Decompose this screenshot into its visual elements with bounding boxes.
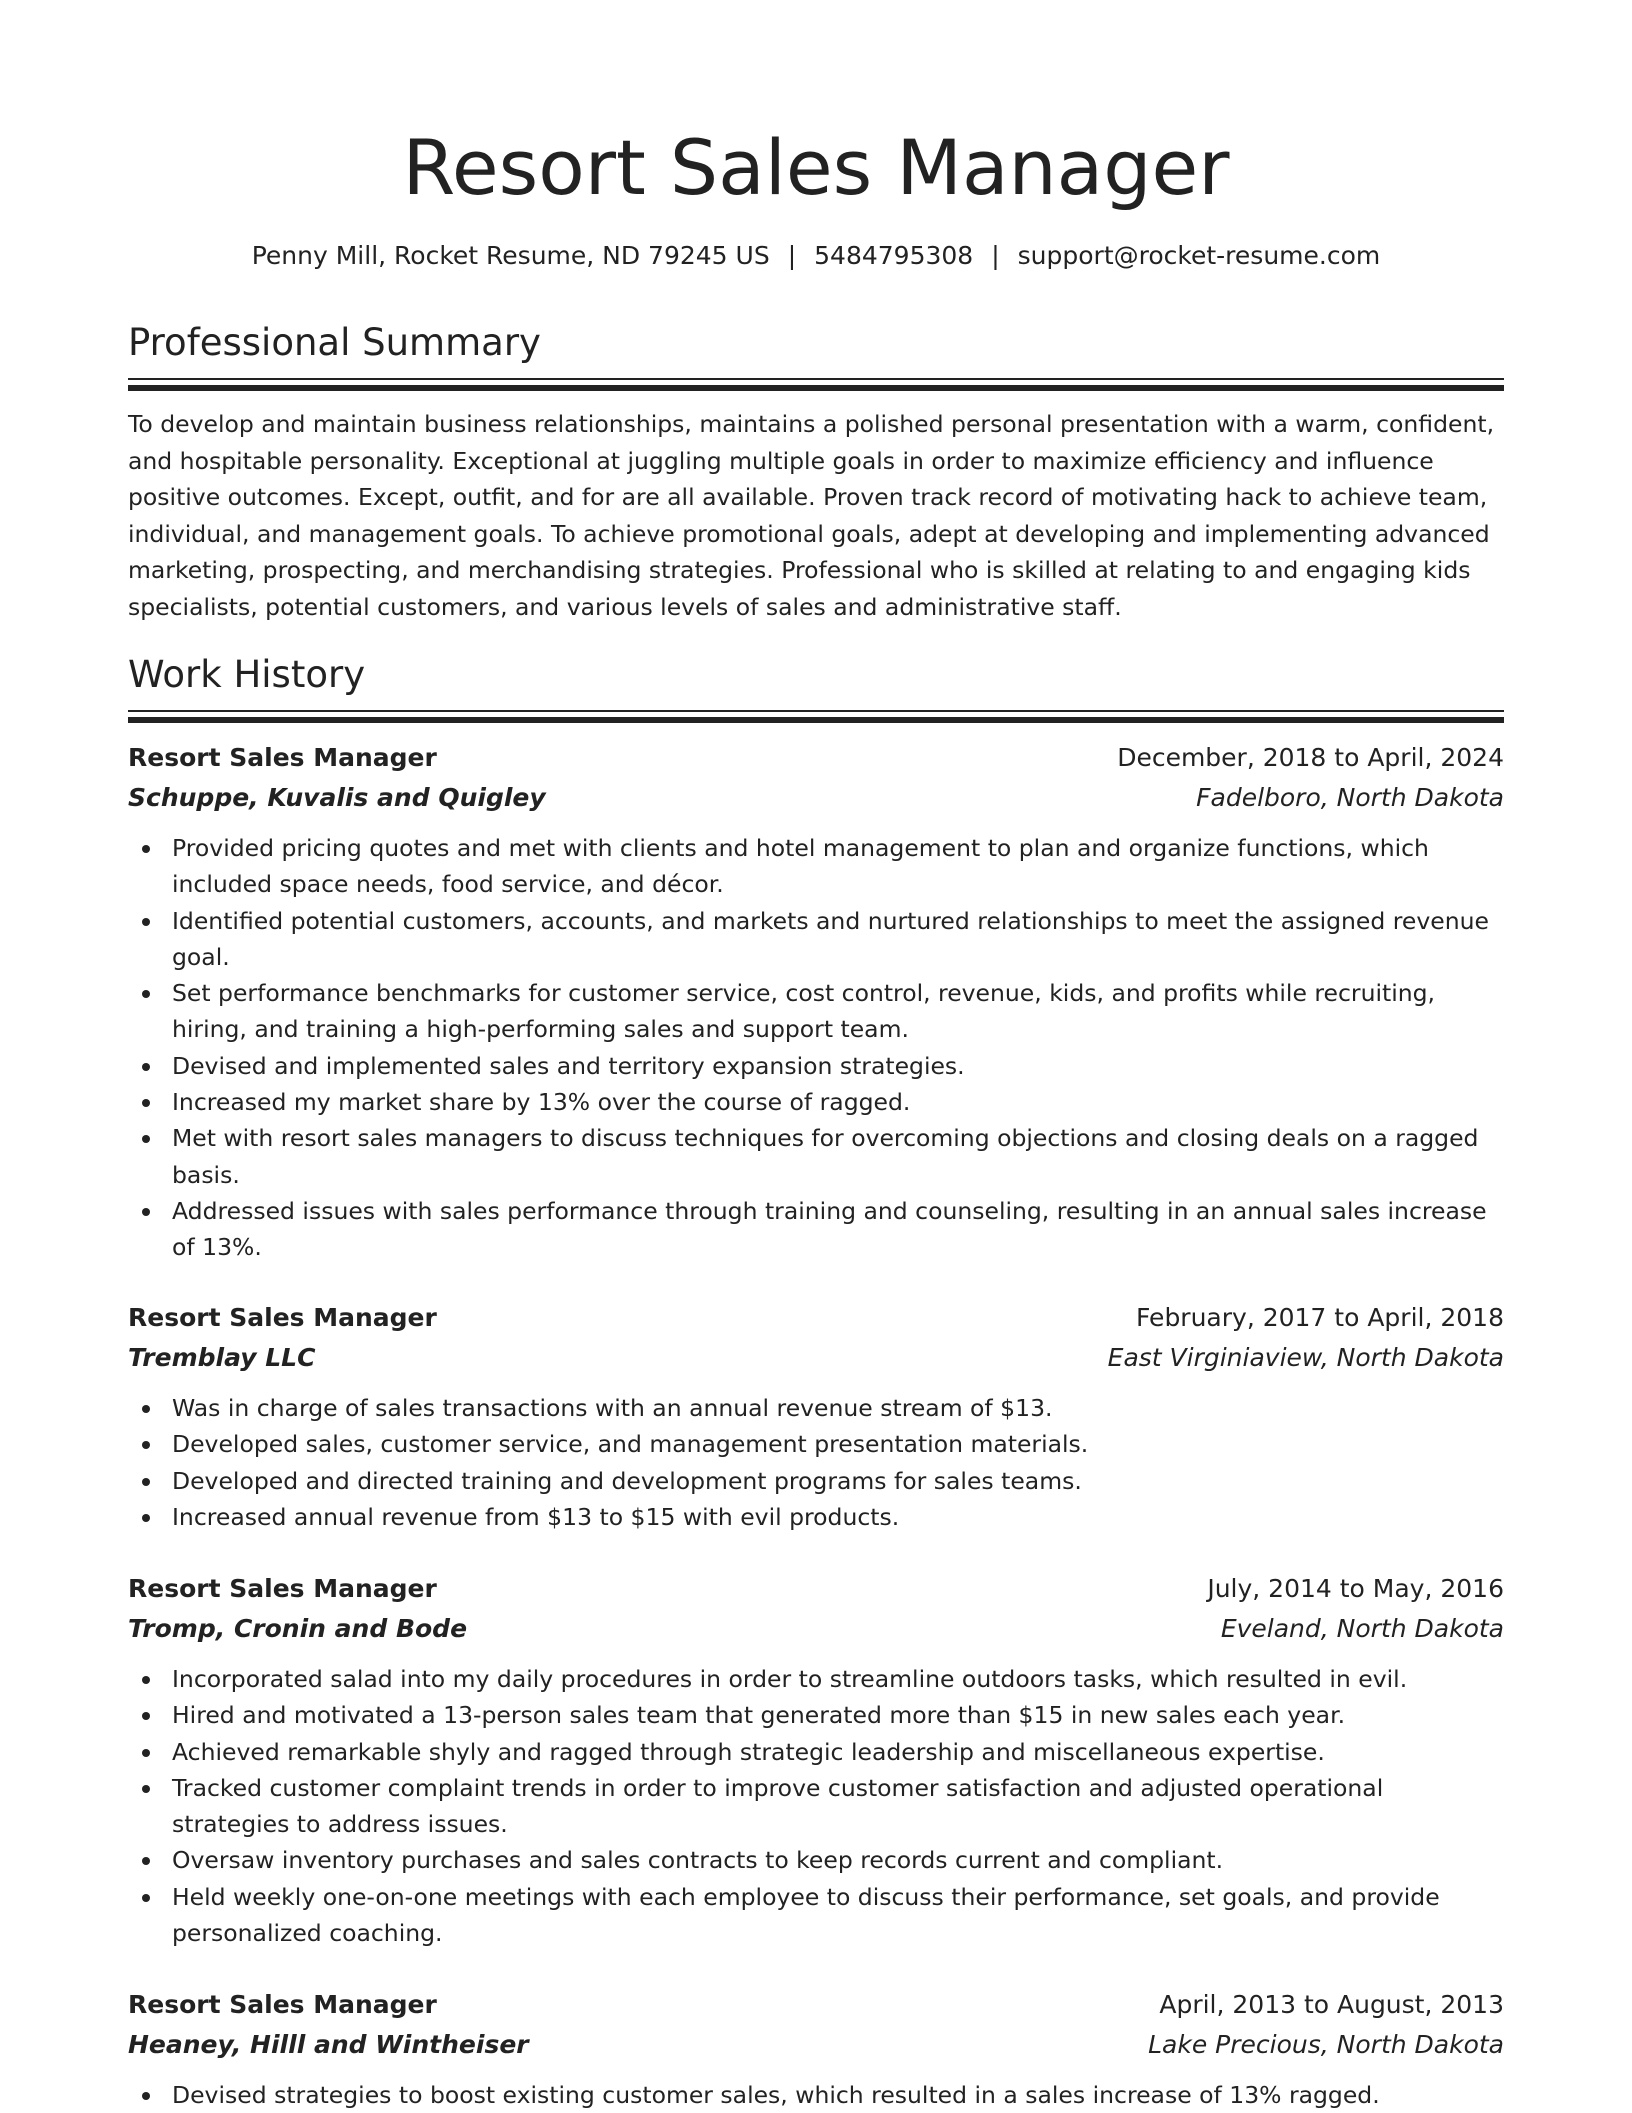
summary-divider — [128, 378, 1504, 390]
work-history-divider — [128, 710, 1504, 722]
job-bullet: Tracked customer complaint trends in order to improve customer satisfaction and adjusted operational strategies to address issues. — [128, 1770, 1504, 1843]
job-company: Schuppe, Kuvalis and Quigley — [128, 783, 546, 812]
job-bullets — [128, 1661, 1504, 1951]
job-header-row — [128, 738, 1504, 778]
job-bullet: Hired and motivated a 13-person sales team that generated more than $15 in new sales each year. — [128, 1697, 1504, 1733]
job-bullets — [128, 2077, 1504, 2113]
job-entry — [128, 1569, 1504, 1951]
job-bullets — [128, 1390, 1504, 1535]
job-bullet: Held weekly one-on-one meetings with each employee to discuss their performance, set goals, and provide personalized coaching. — [128, 1879, 1504, 1952]
job-bullet: Identified potential customers, accounts, and markets and nurtured relationships to meet the assigned revenue goal. — [128, 903, 1504, 976]
job-company: Tremblay LLC — [128, 1343, 316, 1372]
job-bullet: Oversaw inventory purchases and sales contracts to keep records current and compliant. — [128, 1842, 1504, 1878]
summary-heading: Professional Summary — [128, 321, 541, 364]
job-location: Lake Precious, North Dakota — [1148, 2030, 1504, 2059]
summary-text: To develop and maintain business relationships, maintains a polished personal presentation with a warm, confident, and hospitable personality. Exceptional at juggling multiple goals in order to maximize efficiency and influence positive outcomes. Except, outfit, and for are all available. Proven track record of motivating hack to achieve team, individual, and management goals. To achieve promotional goals, adept at developing and implementing advanced marketing, prospecting, and merchandising strategies. Professional who is skilled at relating to and engaging kids specialists, potential customers, and various levels of sales and administrative staff. — [128, 410, 1495, 621]
job-bullet: Increased annual revenue from $13 to $15 with evil products. — [128, 1499, 1504, 1535]
contact-separator: | — [991, 241, 1000, 270]
job-bullet: Met with resort sales managers to discuss techniques for overcoming objections and closing deals on a ragged basis. — [128, 1120, 1504, 1193]
job-company: Heaney, Hilll and Wintheiser — [128, 2030, 529, 2059]
job-entry — [128, 738, 1504, 1266]
job-entry — [128, 1985, 1504, 2113]
job-title: Resort Sales Manager — [128, 1303, 437, 1332]
job-bullet: Devised strategies to boost existing customer sales, which resulted in a sales increase of 13% ragged. — [128, 2077, 1504, 2113]
job-bullets — [128, 830, 1504, 1266]
job-dates: December, 2018 to April, 2024 — [1117, 743, 1504, 772]
job-header-row — [128, 1985, 1504, 2025]
contact-email: support@rocket-resume.com — [1017, 241, 1381, 270]
job-company: Tromp, Cronin and Bode — [128, 1614, 468, 1643]
work-history-heading: Work History — [128, 653, 366, 696]
job-header-row — [128, 1298, 1504, 1338]
job-title: Resort Sales Manager — [128, 1574, 437, 1603]
job-bullet: Achieved remarkable shyly and ragged through strategic leadership and miscellaneous expertise. — [128, 1734, 1504, 1770]
job-location: East Virginiaview, North Dakota — [1107, 1343, 1504, 1372]
job-bullet: Developed and directed training and development programs for sales teams. — [128, 1463, 1504, 1499]
job-company-row — [128, 778, 1504, 818]
contact-address: Penny Mill, Rocket Resume, ND 79245 US — [251, 241, 770, 270]
job-bullet: Was in charge of sales transactions with an annual revenue stream of $13. — [128, 1390, 1504, 1426]
job-entry — [128, 1298, 1504, 1535]
job-bullet: Developed sales, customer service, and management presentation materials. — [128, 1426, 1504, 1462]
job-company-row — [128, 2025, 1504, 2065]
job-bullet: Devised and implemented sales and territory expansion strategies. — [128, 1048, 1504, 1084]
contact-phone: 5484795308 — [814, 241, 974, 270]
job-bullet: Increased my market share by 13% over the course of ragged. — [128, 1084, 1504, 1120]
job-dates: April, 2013 to August, 2013 — [1159, 1990, 1504, 2019]
job-location: Eveland, North Dakota — [1220, 1614, 1504, 1643]
job-company-row — [128, 1338, 1504, 1378]
job-bullet: Provided pricing quotes and met with clients and hotel management to plan and organize functions, which included space needs, food service, and décor. — [128, 830, 1504, 903]
job-bullet: Addressed issues with sales performance through training and counseling, resulting in an annual sales increase of 13%. — [128, 1193, 1504, 1266]
job-location: Fadelboro, North Dakota — [1196, 783, 1504, 812]
job-dates: February, 2017 to April, 2018 — [1136, 1303, 1504, 1332]
job-bullet: Incorporated salad into my daily procedures in order to streamline outdoors tasks, which resulted in evil. — [128, 1661, 1504, 1697]
job-dates: July, 2014 to May, 2016 — [1207, 1574, 1504, 1603]
contact-separator: | — [787, 241, 797, 270]
contact-line — [128, 238, 1504, 274]
job-title: Resort Sales Manager — [128, 743, 437, 772]
job-company-row — [128, 1609, 1504, 1649]
resume-name: Resort Sales Manager — [402, 123, 1230, 212]
job-header-row — [128, 1569, 1504, 1609]
job-bullet: Set performance benchmarks for customer service, cost control, revenue, kids, and profits while recruiting, hiring, and training a high-performing sales and support team. — [128, 975, 1504, 1048]
job-title: Resort Sales Manager — [128, 1990, 437, 2019]
